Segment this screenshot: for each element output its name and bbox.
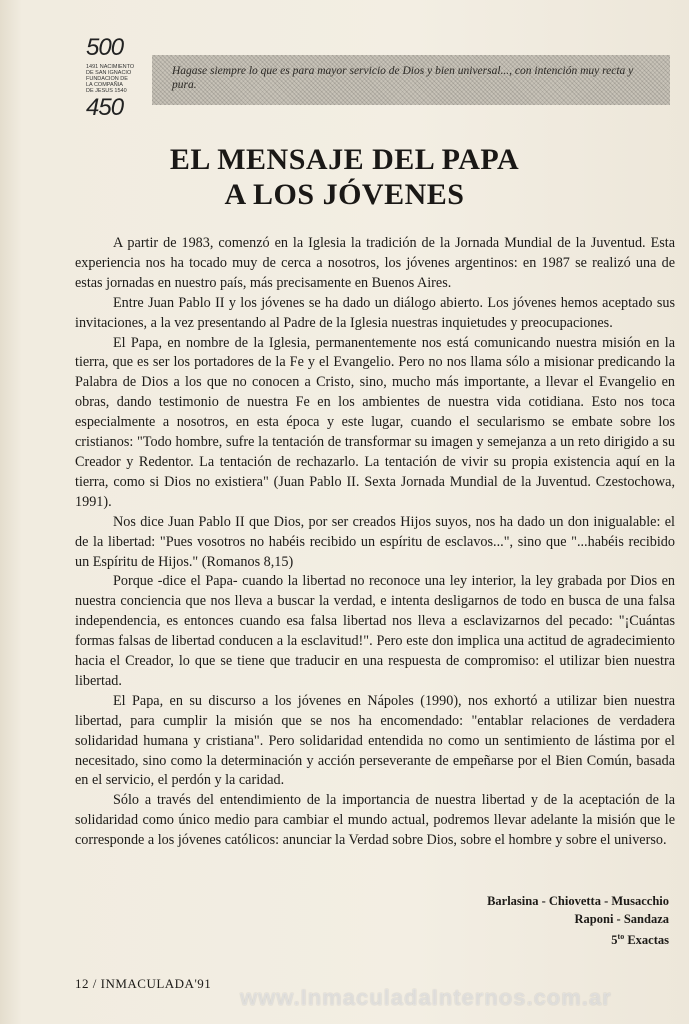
page-footer: 12 / INMACULADA'91	[75, 976, 212, 991]
article-title-line-1: EL MENSAJE DEL PAPA	[169, 143, 520, 176]
grade-number: 5	[611, 933, 618, 948]
grade-superscript: to	[617, 932, 625, 941]
article-title-line-2: A LOS JÓVENES	[224, 178, 465, 211]
authors-line-1: Barlasina - Chiovetta - Musacchio	[487, 894, 669, 908]
logo-text-line: DE SAN IGNACIO	[86, 70, 132, 76]
grade-word: Exactas	[624, 933, 669, 948]
paragraph: Entre Juan Pablo II y los jóvenes se ha dado un diálogo abierto. Los jóvenes hemos aceptado sus invitaciones, a la vez presentando al Padre de la Iglesia nuestras inquietudes y preocupaciones.	[75, 294, 675, 331]
paragraph: A partir de 1983, comenzó en la Iglesia la tradición de la Jornada Mundial de la Juventud. Esta experiencia nos ha tocado muy de cerca a nosotros, los jóvenes argentinos: en 1987 se realizó una de estas jornadas en nuestro país, más precisamente en Buenos Aires.	[75, 235, 675, 291]
paragraph: El Papa, en su discurso a los jóvenes en Nápoles (1990), nos exhortó a utilizar bien nuestra libertad, para cumplir la misión que se nos ha encomendado: "entablar relaciones de verdadera solidaridad humana y cristiana". Pero solidaridad entendida no como un sentimiento de lástima por el necesitado, sino como la determinación y acción perseverante de empeñarse por el Bien Común, basada en el servicio, el perdón y la caridad.	[75, 692, 675, 789]
paragraph: Sólo a través del entendimiento de la importancia de nuestra libertad y de la aceptación de la solidaridad como único medio para cambiar el mundo actual, podremos llevar adelante la misión que le corresponde a los jóvenes católicos: anunciar la Verdad sobre Dios, sobre el hombre y sobre el universo.	[75, 792, 675, 849]
logo-text-line: FUNDACION DE	[86, 76, 128, 82]
class-grade	[487, 928, 669, 949]
authors-line-2: Raponi - Sandaza	[574, 912, 669, 926]
logo-text-line: LA COMPAÑIA	[86, 82, 123, 88]
motto-banner: Hagase siempre lo que es para mayor servicio de Dios y bien universal..., con intención muy recta y pura.	[152, 55, 670, 105]
logo-text-line: DE JESUS 1540	[86, 88, 127, 94]
logo-top-number: 500	[86, 34, 124, 61]
site-watermark: www.InmaculadaInternos.com.ar	[240, 985, 612, 1010]
paragraph: Porque -dice el Papa- cuando la libertad no reconoce una ley interior, la ley grabada por Dios en nuestra conciencia que nos lleva a buscar la verdad, e intenta desligarnos de todo en busca de una falsa independencia, es entonces cuando esa falsa libertad nos lleva a esclavizarnos del pecado: "¡Cuántas formas falsas de libertad conducen a la esclavitud!". Pero este don implica una actitud de agradecimiento hacia el Creador, lo que se tiene que traducir en una respuesta de compromiso: el utilizar bien nuestra libertad.	[75, 573, 675, 689]
paragraph: Nos dice Juan Pablo II que Dios, por ser creados Hijos suyos, nos ha dado un don inigualable: el de la libertad: "Pues vosotros no habéis recibido un espíritu de esclavos...", sino que "...habéis recibido un Espíritu de Hijos." (Romanos 8,15)	[75, 513, 675, 570]
signature-block	[487, 892, 669, 949]
logo-text-line: 1491 NACIMIENTO	[86, 64, 135, 70]
paragraph: El Papa, en nombre de la Iglesia, permanentemente nos está comunicando nuestra misión en la tierra, que es ser los portadores de la Fe y el Evangelio. Pero no nos llama sólo a misionar predicando la Palabra de Dios a los que no conocen a Cristo, sino, mucho más importante, a llevar el Evangelio en obras, dando testimonio de nuestra Fe en los ambientes de nuestra vida cotidiana. Esto nos toca especialmente a nosotros, en esta época y este lugar, cuando el secularismo se embate sobre los cristianos: "Todo hombre, sufre la tentación de transformar su imagen y semejanza a un reto dirigido a su Creador y Redentor. La tentación de rechazarlo. La tentación de vivir su propia existencia aquí en la tierra, como si Dios no existiera" (Juan Pablo II. Sexta Jornada Mundial de la Juventud. Czestochowa, 1991).	[75, 334, 675, 510]
jubilee-logo	[72, 34, 142, 124]
logo-bottom-number: 450	[86, 94, 124, 121]
article-body	[75, 234, 675, 851]
